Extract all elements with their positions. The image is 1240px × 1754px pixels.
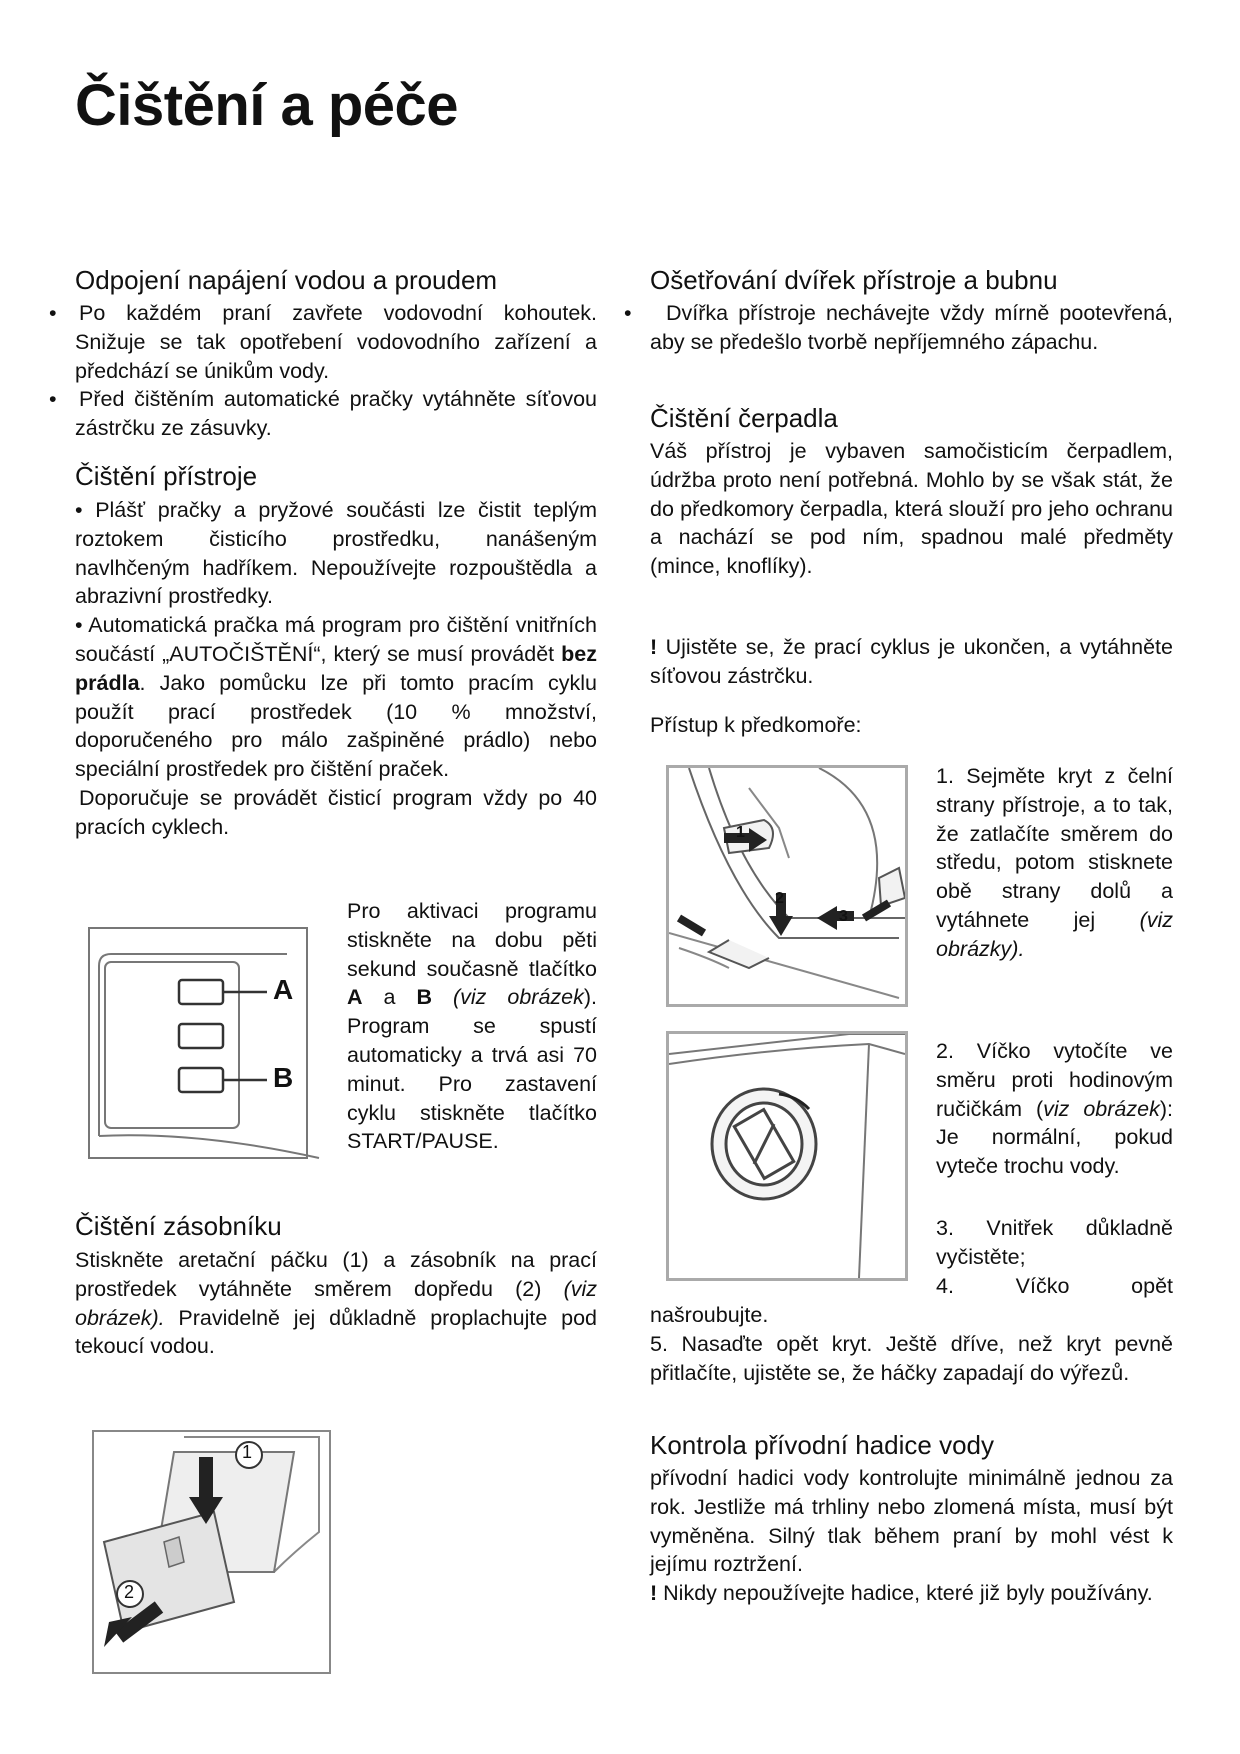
page-title: Čištění a péče	[75, 73, 459, 138]
section-body	[75, 496, 597, 842]
paragraph	[936, 762, 1173, 964]
list-item	[624, 299, 1173, 357]
text-run: • Automatická pračka má program pro čištění vnitřních součástí „AUTOČIŠTĚNÍ“, který se musí provádět	[75, 613, 597, 666]
button-b-label: B	[273, 1062, 294, 1093]
section-heading: Kontrola přívodní hadice vody	[650, 1430, 994, 1460]
section-door-drum	[650, 265, 1173, 296]
step-3	[936, 1214, 1173, 1272]
text-run: Ujistěte se, že prací cyklus je ukončen, a vytáhněte síťovou zástrčku.	[650, 635, 1173, 688]
step-4-continued	[650, 1301, 1173, 1330]
button-a-label: A	[273, 974, 294, 1005]
text-run: 2. Víčko vytočíte ve směru proti hodinovým ručičkám (	[936, 1039, 1173, 1121]
pump-cap-illustration	[669, 1034, 905, 1278]
activation-text	[347, 897, 597, 1156]
text-run: Pro aktivaci programu stiskněte na dobu pěti sekund současně tlačítko	[347, 899, 597, 981]
section-heading: Odpojení napájení vodou a proudem	[75, 265, 498, 295]
fig-label-2: 2	[124, 1582, 135, 1602]
list-item	[49, 299, 597, 385]
paragraph: 5. Nasaďte opět kryt. Ještě dříve, než kryt pevně přitlačíte, ujistěte se, že háčky zapadají do výřezů.	[650, 1332, 1173, 1385]
fig-label-1: 1	[242, 1442, 253, 1462]
bullet-text: Dvířka přístroje nechávejte vždy mírně pootevřená, aby se předešlo tvorbě nepříjemného zápachu.	[650, 301, 1173, 354]
paragraph: přívodní hadici vody kontrolujte minimálně jednou za rok. Jestliže má trhliny nebo zlomená místa, musí být vyměněna. Silný tlak během praní by mohl vést k jejímu roztržení.	[650, 1466, 1173, 1577]
bullet-list	[49, 299, 597, 443]
paragraph: • Plášť pračky a pryžové součásti lze čistit teplým roztokem čisticího prostředku, nanášeným navlhčeným hadříkem. Nepoužívejte rozpouštědla a abrazivní prostředky.	[75, 498, 597, 609]
section-body	[75, 1246, 597, 1361]
italic-run: (viz obrázky).	[936, 907, 1173, 961]
paragraph	[650, 1579, 1173, 1608]
warning	[650, 633, 1173, 691]
paragraph	[650, 633, 1173, 691]
section-body	[650, 1464, 1173, 1608]
fig-label-1: 1	[736, 824, 745, 841]
italic-run: viz obrázek	[1043, 1096, 1160, 1121]
bullet-icon: •	[49, 387, 57, 412]
control-panel-figure	[87, 926, 322, 1160]
paragraph: Váš přístroj je vybaven samočisticím čerpadlem, údržba proto není potřebná. Mohlo by se však stát, že do předkomory čerpadla, která slouží pro jeho ochranu a nachází se pod ním, spadnou malé předměty (mince, knoflíky).	[650, 439, 1173, 579]
step-1	[936, 762, 1173, 964]
emphasis: bez prádla	[75, 641, 597, 695]
section-body	[650, 437, 1173, 581]
section-disconnect	[75, 265, 597, 296]
text-run: ): Je normální, pokud vyteče trochu vody.	[936, 1096, 1173, 1179]
section-pump	[650, 403, 1173, 434]
fig-label-2: 2	[775, 890, 784, 907]
section-heading: Ošetřování dvířek přístroje a bubnu	[650, 265, 1058, 295]
access-label	[650, 711, 1173, 740]
bullet-icon: •	[49, 301, 57, 325]
text-run: a	[362, 985, 417, 1010]
section-hose	[650, 1430, 1173, 1461]
step-5	[650, 1330, 1173, 1388]
text-run: Pravidelně jej důkladně proplachujte pod tekoucí vodou.	[75, 1305, 597, 1359]
paragraph: 3. Vnitřek důkladně vyčistěte;	[936, 1216, 1173, 1269]
text-run: . Jako pomůcku lze při tomto pracím cyklu použít prací prostředek (10 % množství, doporučeného pro málo zašpiněné prádlo) nebo speciální prostředek pro čištění praček.	[75, 670, 597, 782]
paragraph	[75, 611, 597, 784]
step-2	[936, 1037, 1173, 1181]
pump-cap-figure	[666, 1031, 908, 1281]
section-heading: Čištění zásobníku	[75, 1211, 282, 1241]
paragraph: 4. Víčko opět	[936, 1274, 1173, 1298]
step-4	[936, 1272, 1173, 1301]
text-run: ). Program se spustí automaticky a trvá asi 70 minut. Pro zastavení cyklu stiskněte tlačítko START/PAUSE.	[347, 985, 598, 1154]
italic-run: (viz obrázek).	[75, 1276, 597, 1330]
section-dispenser	[75, 1211, 597, 1242]
section-heading: Čištění přístroje	[75, 461, 258, 491]
emphasis: B	[416, 985, 432, 1010]
warning-icon: !	[650, 635, 658, 659]
list-item	[49, 385, 597, 443]
paragraph	[936, 1037, 1173, 1181]
paragraph: našroubujte.	[650, 1303, 769, 1327]
paragraph	[75, 1246, 597, 1361]
pump-cover-figure	[666, 765, 908, 1007]
section-cleaning-appliance	[75, 461, 597, 492]
italic-run: (viz obrázek	[431, 985, 584, 1010]
control-panel-illustration	[87, 926, 322, 1160]
section-heading: Čištění čerpadla	[650, 403, 838, 433]
bullet-list	[624, 299, 1173, 357]
bullet-icon: •	[624, 301, 632, 325]
paragraph: Přístup k předkomoře:	[650, 713, 862, 737]
text-run: 1. Sejměte kryt z čelní strany přístroje, a to tak, že zatlačíte směrem do středu, potom stisknete obě strany dolů a vytáhnete jej	[936, 764, 1173, 932]
dispenser-figure	[92, 1430, 331, 1674]
text-run: Stiskněte aretační páčku (1) a zásobník na prací prostředek vytáhněte směrem dopředu (2)	[75, 1248, 597, 1301]
paragraph: Doporučuje se provádět čisticí program vždy po 40 pracích cyklech.	[75, 785, 597, 839]
fig-label-3: 3	[839, 908, 848, 925]
paragraph	[347, 897, 597, 1156]
pump-cover-illustration	[669, 768, 905, 1004]
dispenser-illustration	[94, 1432, 329, 1672]
text-run: Nikdy nepoužívejte hadice, které již byly používány.	[657, 1581, 1153, 1606]
warning-icon: !	[650, 1581, 658, 1606]
bullet-text: Po každém praní zavřete vodovodní kohoutek. Snižuje se tak opotřebení vodovodního zařízení a předchází se únikům vody.	[75, 301, 597, 383]
emphasis: A	[347, 985, 363, 1010]
bullet-text: Před čištěním automatické pračky vytáhněte síťovou zástrčku ze zásuvky.	[75, 387, 597, 441]
